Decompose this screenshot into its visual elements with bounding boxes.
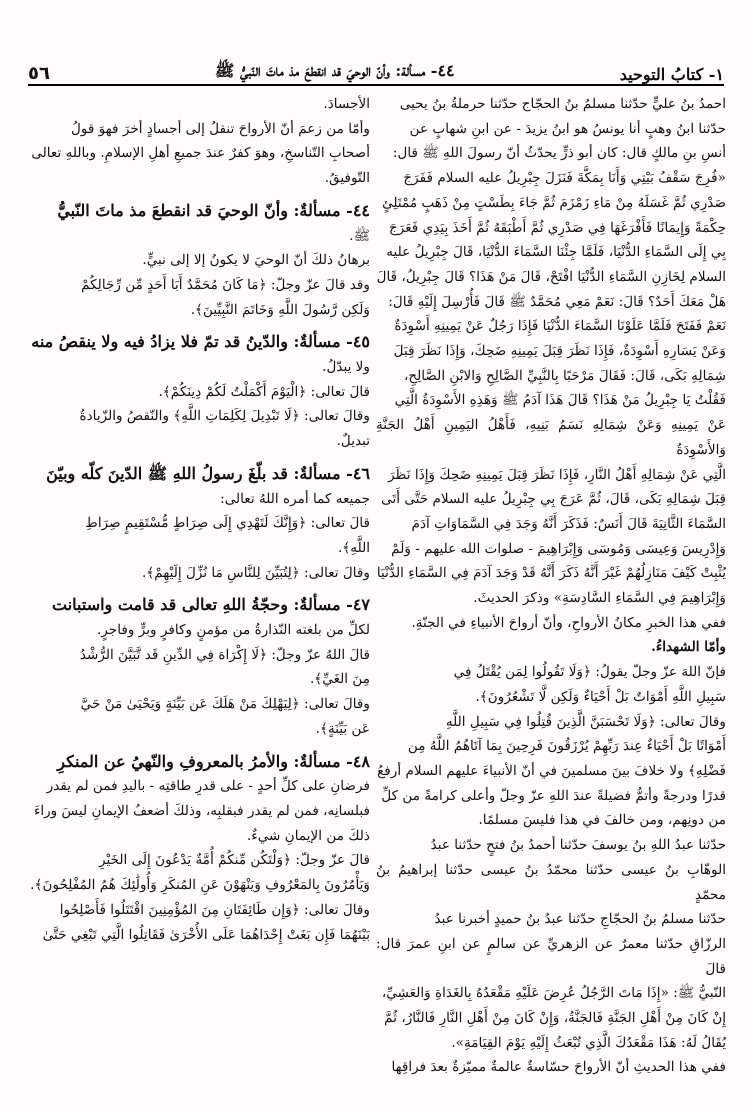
text-line: ففي هذا الخبرِ مكانُ الأرواحِ، وأنّ أرواحَ الأنبياءِ في الجنّةِ. — [411, 614, 726, 631]
text-line: وقالَ تعالى: ﴿لِتُبَيِّنَ لِلنَّاسِ مَا نُزِّلَ إِلَيْهِمْ﴾. — [142, 564, 370, 581]
text-line: وَإِدْرِيسَ وَعِيسَى وَمُوسَى وَإِبْرَاهِيمَ - صلوات الله عليهم - وَلَمْ — [391, 540, 726, 557]
text-line: وَإِبْرَاهِيمَ فِي السَّمَاءِ السَّادِسَةِ» وذكرَ الحديثَ. — [473, 590, 726, 607]
text-line: بِي إِلَى السَّمَاءِ الدُّنْيَا، فَلَمَّا جِئْنَا السَّمَاءَ الدُّنْيَا، قَالَ جِبْرِيلُ عليه — [386, 244, 726, 261]
text-line: ولا يبدّلُ. — [322, 359, 370, 376]
text-line: وَلَكِن رَّسُولَ اللَّهِ وَخَاتَمَ النَّبِيِّينَ﴾. — [190, 301, 370, 318]
text-line: سَبِيلِ اللَّهِ أَمْوَاتٌ بَلْ أَحْيَاءٌ وَلَكِن لَّا تَشْعُرُونَ﴾. — [475, 688, 726, 705]
text-line: نَعَمْ فَفَتَحَ فَلَمَّا عَلَوْنَا السَّمَاءَ الدُّنْيَا فَإِذَا رَجُلٌ عَنْ يَمِينِهِ أَسْوِدَةٌ — [394, 318, 726, 335]
text-line: وقد قالَ عزّ وجلّ: ﴿مَا كَانَ مُحَمَّدٌ أَبَا أَحَدٍ مِّن رِّجَالِكُمْ — [81, 276, 370, 293]
section-heading: ٤٦- مسألةٌ: قد بلّغَ رسولُ اللهِ ﷺ الدّينَ كلّه وبيّنَ — [46, 463, 370, 483]
text-line: حِكْمَةً وَإِيمَانًا فَأَفْرَغَهَا فِي صَدْرِي ثُمَّ أَطْبَقَهُ ثُمَّ أَخَذَ بِيَدِي فَعَرَجَ — [388, 219, 726, 236]
text-line: السلام لِخَازِنِ السَّمَاءِ الدُّنْيَا افْتَحْ، قَالَ مَنْ هَذَا؟ قَالَ جِبْرِيلُ، قَالَ — [376, 268, 726, 285]
text-line: الوهّابِ بنُ عيسى حدّثنا محمّدُ بنُ عيسى حدّثنا إبراهيمُ بنُ محمّدٍ — [376, 861, 726, 903]
right-column — [376, 92, 726, 1094]
chapter-title: ١- كتابُ التوحيد — [619, 65, 724, 84]
text-line: حدّثنا ابنُ وهبٍ أنا يونسُ هو ابنُ يزيدَ - عن ابنِ شهابٍ عن — [409, 120, 726, 137]
text-line: جميعه كما أمره اللهُ تعالى: — [220, 490, 370, 507]
text-line: وأمّا من زعمَ أنّ الأرواحَ تنقلُ إلى أجسادٍ أخرَ فهوَ قولُ — [71, 120, 370, 137]
text-line: وقالَ تعالى: ﴿لَا تَبْدِيلَ لِكَلِمَاتِ اللَّهِ﴾ والنّقصُ والزّيادةُ — [79, 408, 370, 425]
text-line: وقالَ تعالى: ﴿وَلَا تَحْسَبَنَّ الَّذِينَ قُتِلُوا فِي سَبِيلِ اللَّهِ — [445, 713, 726, 730]
section-heading: ٤٨- مسألةٌ: والأمرُ بالمعروفِ والنّهيُ عن المنكرِ — [57, 751, 370, 771]
text-line: احمدُ بنُ عليٍّ حدّثنا مسلمُ بنُ الحجّاج حدّثنا حرملةُ بنُ يحيى — [399, 96, 726, 112]
text-line: قِبَلَ شِمَالِهِ بَكَى، قَالَ، ثُمَّ عَرَجَ بِي جِبْرِيلُ عليه السلام حَتَّى أَتَى — [381, 491, 726, 508]
section-heading: ٤٤- مسألةٌ: وأنّ الوحيَ قد انقطعَ مذ ماتَ النّبيُّ — [57, 200, 370, 220]
text-line: فرضانِ على كلِّ أحدٍ - على قدرِ طاقتِه - باليدِ فمن لم يقدر — [46, 778, 370, 795]
text-line: قالَ اللهُ عزّ وجلّ: ﴿لَا إِكْرَاهَ فِي الدِّينِ قَد تَّبَيَّنَ الرُّشْدُ — [79, 646, 370, 663]
text-line: أنسِ بنِ مالكٍ قال: كان أبو ذرٍّ يحدّثُ أنّ رسولَ اللهِ ﷺ قال: — [392, 145, 726, 162]
text-line: الَّتِي عَنْ شِمَالِهِ أَهْلُ النَّارِ، فَإِذَا نَظَرَ قِبَلَ يَمِينِهِ ضَحِكَ وَإِذَا نَظَرَ — [388, 466, 726, 483]
text-line: حدّثنا مسلمُ بنُ الحجّاجِ حدّثنا عبدُ بنُ حميدٍ أخبرنا عبدُ — [434, 911, 726, 928]
text-line: وَعَنْ يَسَارِهِ أَسْوِدَةٌ، فَإِذَا نَظَرَ قِبَلَ يَمِينِهِ ضَحِكَ، وَإِذَا نَظَرَ قِبَلَ — [393, 343, 726, 360]
text-line: عَن بَيِّنَةٍ﴾. — [315, 720, 370, 737]
text-line: قدرًا ودرجةً وأتمُّ فضيلةً عندَ اللهِ عزّ وجلّ وأعلى كرامةً من كلِّ — [381, 787, 726, 804]
running-header — [28, 54, 724, 86]
text-line: وَيَأْمُرُونَ بِالمَعْرُوفِ وَيَنْهَوْنَ عَنِ المُنكَرِ وَأُولَٰئِكَ هُمُ المُفْلِحُونَ﴾. — [30, 877, 370, 894]
section-heading: ٤٥- مسألةٌ: والدّينُ قد تمّ فلا يزادُ فيه ولا ينقصُ منه — [31, 332, 370, 352]
text-line: فَضْلِهِ﴾ ولا خلافَ بينَ مسلمينَ في أنّ الأنبياءَ عليهم السلام أرفعُ — [377, 762, 726, 779]
text-line: هَلْ مَعَكَ أَحَدٌ؟ قَالَ: نَعَمْ مَعِي مُحَمَّدٌ ﷺ قَالَ فَأُرْسِلَ إِلَيْهِ قَالَ: — [388, 293, 726, 310]
text-line: من دونِهم، ومن خالفَ في هذا فليسَ مسلمًا. — [478, 812, 726, 829]
page-number: ٥٦ — [28, 63, 50, 84]
text-line: «فُرِجَ سَقْفُ بَيْتِي وَأَنَا بِمَكَّةَ فَنَزَلَ جِبْرِيلُ عليه السلام فَفَرَجَ — [403, 170, 726, 187]
text-line: يُقَالُ لَهُ: هَذَا مَقْعَدُكَ الَّذِي تُبْعَثُ إِلَيْهِ يَوْمَ القِيَامَةِ». — [451, 1034, 726, 1051]
text-line: ذلكَ من الإيمانِ شيءٌ. — [247, 827, 370, 844]
text-line: قالَ تعالى: ﴿وَإِنَّكَ لَتَهْدِي إِلَى صِرَاطٍ مُّسْتَقِيمٍ صِرَاطِ — [85, 515, 370, 532]
left-column — [28, 92, 370, 1094]
section-title: ٤٤- مسألة: وأنّ الوحيَ قد انقطعَ مذ ماتَ النّبيُّ ﷺ — [215, 61, 455, 80]
text-line: وقالَ تعالى: ﴿وَإِن طَائِفَتَانِ مِنَ المُؤْمِنِينَ اقْتَتَلُوا فَأَصْلِحُوا — [59, 901, 370, 918]
text-line: فَقُلْتُ يَا جِبْرِيلُ مَنْ هَذَا؟ قَالَ هَذَا آدَمُ ﷺ وَهَذِهِ الأَسْوِدَةُ الَّتِي — [394, 392, 726, 409]
text-line: وأمّا الشهداءُ. — [651, 639, 726, 656]
text-line: بَيْنَهُمَا فَإِن بَغَتْ إِحْدَاهُمَا عَلَى الأُخْرَىٰ فَقَاتِلُوا الَّتِي تَبْغِي حَتَّىٰ — [42, 926, 370, 943]
text-line: حدّثنا عبدُ اللهِ بنُ يوسفَ حدّثنا أحمدُ بنُ فتحٍ حدّثنا عبدُ — [430, 837, 726, 854]
text-line: الأجسادَ. — [323, 96, 370, 112]
text-line: قالَ عزّ وجلّ: ﴿وَلْتَكُن مِّنكُمْ أُمَّةٌ يَدْعُونَ إِلَى الخَيْرِ — [98, 852, 370, 869]
text-line: برهانُ ذلكَ أنّ الوحيَ لا يكونُ إلا إلى نبيٍّ. — [142, 252, 370, 269]
text-line: اللَّهِ﴾. — [338, 539, 370, 556]
text-line: إِنْ كَانَ مِنْ أَهْلِ الجَنَّةِ فَالجَنَّةُ، وَإِنْ كَانَ مِنْ أَهْلِ النَّارِ فَالنَّارُ، ثُمَّ — [384, 1010, 726, 1027]
text-line: ﷺ. — [349, 227, 370, 244]
text-line: النّبيُّ ﷺ: «إِذَا مَاتَ الرَّجُلُ عُرِضَ عَلَيْهِ مَقْعَدُهُ بِالغَدَاةِ وَالعَشِيِّ، — [381, 985, 726, 1002]
text-line: شِمَالِهِ بَكَى، قَالَ: فَقَالَ مَرْحَبًا بِالنَّبِيِّ الصَّالِحِ وَالابْنِ الصَّالِحِ، — [403, 367, 726, 384]
text-line: عَنْ يَمِينِهِ وَعَنْ شِمَالِهِ نَسَمُ بَنِيهِ، فَأَهْلُ اليَمِينِ أَهْلُ الجَنَّةِ وَالأَسْوِدَةُ — [376, 417, 726, 458]
text-line: قالَ تعالى: ﴿الْيَوْمَ أَكْمَلْتُ لَكُمْ دِينَكُمْ﴾. — [158, 383, 370, 400]
text-line: مِنَ الغَيِّ﴾. — [309, 671, 370, 688]
text-line: فإنّ اللهَ عزّ وجلّ يقولُ: ﴿وَلَا تَقُولُوا لِمَن يُقْتَلُ فِي — [453, 664, 726, 681]
text-line: تبديلٌ. — [336, 433, 370, 450]
text-line: يُثْبِتْ كَيْفَ مَنَازِلُهُمْ غَيْرَ أَنَّهُ ذَكَرَ أَنَّهُ قَدْ وَجَدَ آدَمَ فِي السَّمَاءِ الدُّنْيَا — [376, 565, 726, 582]
text-line: الرزّاقِ حدّثنا معمرٌ عن الزهريِّ عن سالمٍ عن ابنِ عمرَ قال: قالَ — [376, 935, 726, 977]
text-line: أَمْوَاتًا بَلْ أَحْيَاءٌ عِندَ رَبِّهِمْ يُرْزَقُونَ فَرِحِينَ بِمَا آتَاهُمُ اللَّهُ مِن — [407, 738, 726, 755]
section-heading: ٤٧- مسألةٌ: وحجّةُ اللهِ تعالى قد قامت واستبانت — [52, 595, 370, 615]
text-line: وقالَ تعالى: ﴿لِيَهْلِكَ مَنْ هَلَكَ عَن بَيِّنَةٍ وَيَحْيَىٰ مَنْ حَيَّ — [80, 696, 370, 713]
text-line: التّوفيقُ. — [324, 170, 370, 187]
text-line: لكلِّ من بلغته النّذارةُ من مؤمنٍ وكافرٍ وبرٍّ وفاجرٍ. — [96, 622, 370, 639]
text-line: صَدْرِي ثُمَّ غَسَلَهُ مِنْ مَاءِ زَمْزَمَ ثُمَّ جَاءَ بِطَسْتٍ مِنْ ذَهَبٍ مُمْتَلِئٍ — [382, 194, 726, 211]
text-line: فبلسانِه، فمن لم يقدر فبقلبِه، وذلكَ أضعفُ الإيمانِ ليسَ وراءَ — [33, 802, 370, 819]
text-line: ففي هذا الحديثِ أنّ الأرواحَ حسّاسةٌ عالمةٌ مميّزةٌ بعدَ فراقِها — [391, 1059, 726, 1076]
text-line: السَّمَاءَ الثَّانِيَةَ قَالَ أَنَسٌ: فَذَكَرَ أَنَّهُ وَجَدَ فِي السَّمَاوَاتِ آدَمَ — [411, 515, 726, 532]
text-line: أصحابِ التّناسخِ، وهوَ كفرٌ عندَ جميعِ أهلِ الإسلامِ. وباللهِ تعالى — [31, 145, 370, 162]
